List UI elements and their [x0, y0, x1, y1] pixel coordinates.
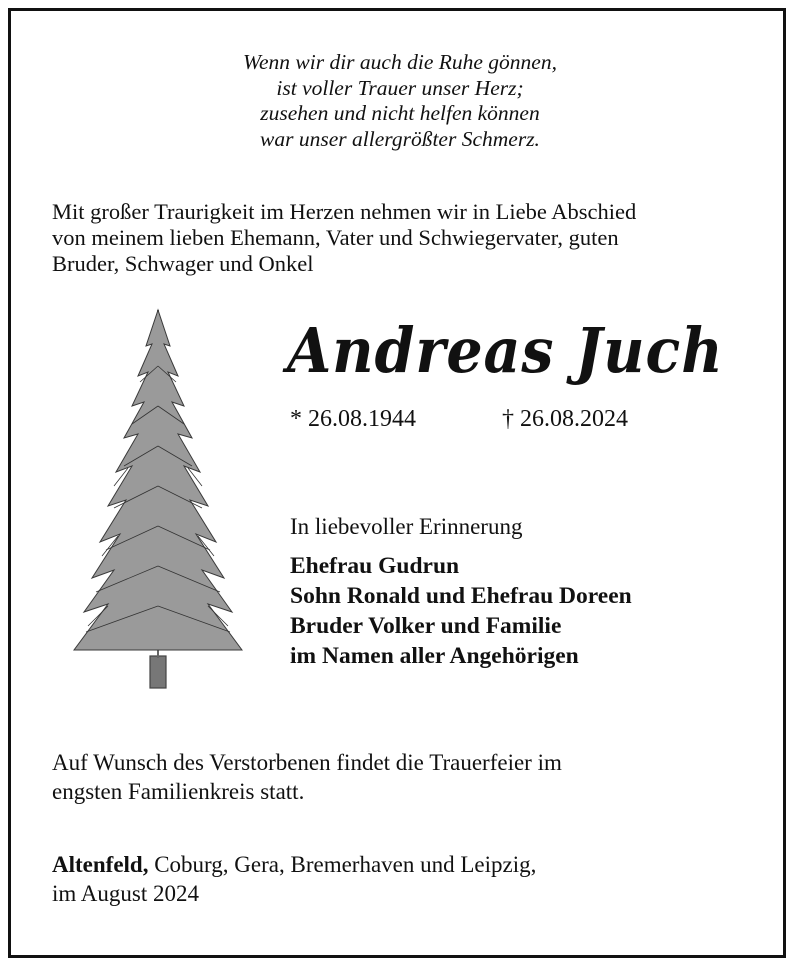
intro-line: von meinem lieben Ehemann, Vater und Schwiegervater, guten: [52, 225, 619, 250]
memory-heading: In liebevoller Erinnerung: [290, 514, 523, 539]
poem-line: Wenn wir dir auch die Ruhe gönnen,: [243, 50, 557, 74]
funeral-notice: [52, 748, 562, 806]
poem-line: zusehen und nicht helfen können: [260, 101, 540, 125]
notice-line: engsten Familienkreis statt.: [52, 779, 305, 804]
intro-line: Bruder, Schwager und Onkel: [52, 251, 314, 276]
intro-text: [52, 199, 772, 277]
mourner: im Namen aller Angehörigen: [290, 643, 579, 669]
place-date: [52, 850, 536, 908]
poem: [0, 50, 800, 152]
birth-date: * 26.08.1944: [290, 406, 416, 432]
mourner: Ehefrau Gudrun: [290, 553, 460, 579]
other-towns: Coburg, Gera, Bremerhaven und Leipzig,: [148, 852, 537, 877]
notice-date: im August 2024: [52, 881, 199, 906]
life-dates: [290, 406, 628, 433]
poem-line: war unser allergrößter Schmerz.: [260, 126, 540, 151]
poem-line: ist voller Trauer unser Herz;: [276, 75, 524, 100]
notice-line: Auf Wunsch des Verstorbenen findet die Trauerfeier im: [52, 750, 562, 775]
mourners-list: [290, 551, 632, 671]
death-date: † 26.08.2024: [502, 406, 628, 432]
town-bold: Altenfeld,: [52, 852, 149, 877]
fir-tree-icon: [48, 306, 272, 690]
mourner: Sohn Ronald und Ehefrau Doreen: [290, 583, 632, 609]
deceased-name: Andreas Juch: [287, 314, 724, 387]
mourner: Bruder Volker und Familie: [290, 613, 562, 639]
intro-line: Mit großer Traurigkeit im Herzen nehmen wir in Liebe Abschied: [52, 199, 637, 224]
